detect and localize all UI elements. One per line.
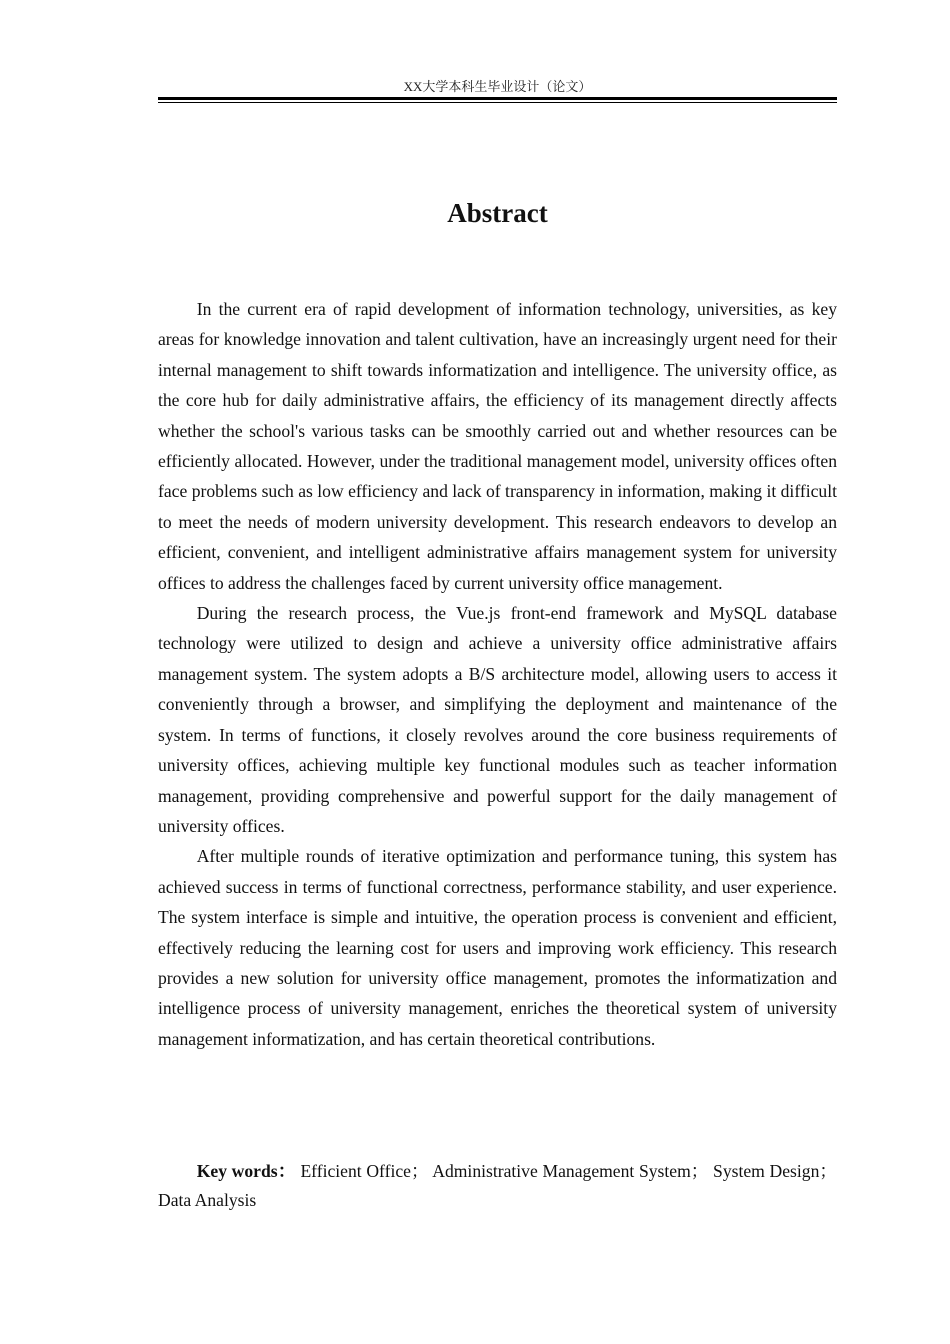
running-header: XX大学本科生毕业设计（论文） [403, 79, 592, 94]
abstract-paragraph-3: After multiple rounds of iterative optimization and performance tuning, this system has achieved success in terms of functional correctness, performance stability, and user experience. The system interface is simple and intuitive, the operation process is convenient and efficient, effectively reducing the learning cost for users and improving work efficiency. This research provides a new solution for university office management, promotes the informatization and intelligence process of university management, enriches the theoretical system of university management informatization, and has certain theoretical contributions. [158, 846, 837, 1049]
abstract-body [158, 294, 837, 1054]
header-rule-thin [158, 102, 837, 103]
abstract-paragraph-1: In the current era of rapid development of information technology, universities, as key areas for knowledge innovation and talent cultivation, have an increasingly urgent need for their internal management to shift towards informatization and intelligence. The university office, as the core hub for daily administrative affairs, the efficiency of its management directly affects whether the school's various tasks can be smoothly carried out and whether resources can be efficiently allocated. However, under the traditional management model, university offices often face problems such as low efficiency and lack of transparency in information, making it difficult to meet the needs of modern university development. This research endeavors to develop an efficient, convenient, and intelligent administrative affairs management system for university offices to address the challenges faced by current university office management. [158, 299, 837, 593]
keywords-text: Efficient Office； Administrative Management System； System Design；Data Analysis [158, 1161, 837, 1210]
abstract-paragraph-2: During the research process, the Vue.js front-end framework and MySQL database technology were utilized to design and achieve a university office administrative affairs management system. The system adopts a B/S architecture model, allowing users to access it conveniently through a browser, and simplifying the deployment and maintenance of the system. In terms of functions, it closely revolves around the core business requirements of university offices, achieving multiple key functional modules such as teacher information management, providing comprehensive and powerful support for the daily management of university offices. [158, 603, 837, 836]
keywords-label: Key words： [196, 1161, 296, 1181]
keywords-line [158, 1157, 837, 1215]
header-rule-thick [158, 97, 837, 100]
abstract-title: Abstract [447, 198, 548, 228]
